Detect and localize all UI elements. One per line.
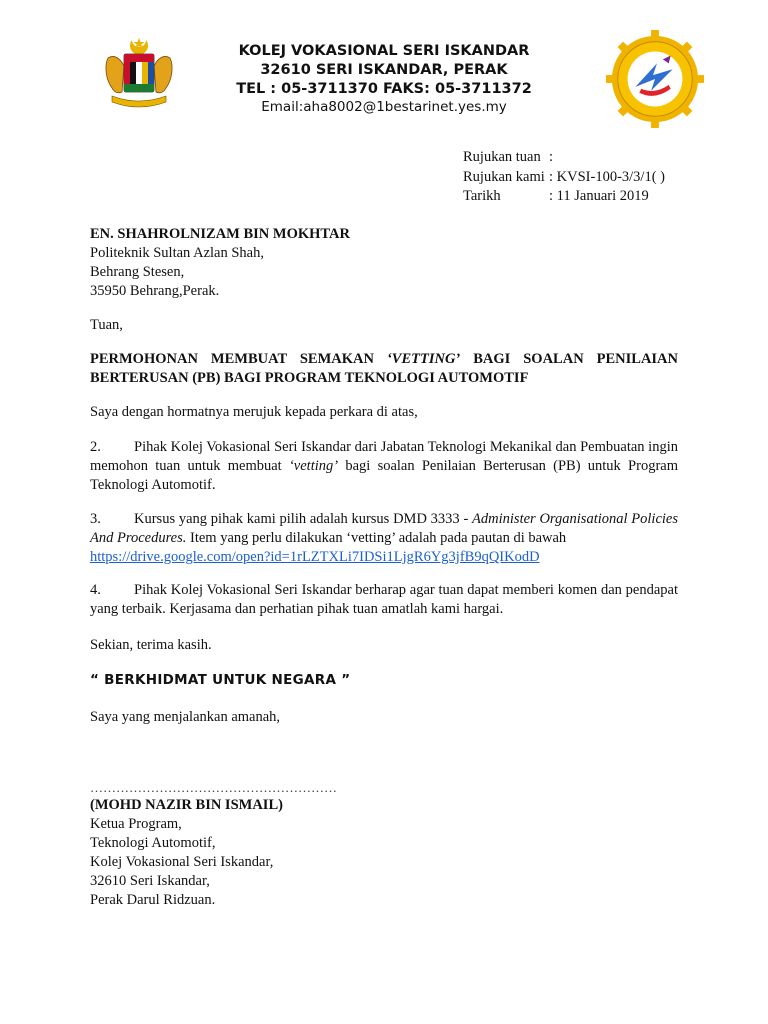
paragraph-3 (90, 510, 678, 567)
signer-title-line: 32610 Seri Iskandar, (90, 873, 210, 889)
recipient-address-line: Politeknik Sultan Azlan Shah, (90, 245, 264, 261)
malaysia-coat-of-arms-icon (102, 36, 176, 108)
ref-value: : KVSI-100-3/3/1( ) (549, 168, 665, 185)
paragraph-number: 2. (90, 439, 101, 455)
signer-title-line: Ketua Program, (90, 816, 182, 832)
signer-title-line: Perak Darul Ridzuan. (90, 892, 216, 908)
paragraph-number: 4. (90, 582, 101, 598)
recipient-block (90, 225, 678, 301)
intro-paragraph: Saya dengan hormatnya merujuk kepada perkara di atas, (90, 404, 418, 420)
signer-block (90, 796, 678, 910)
paragraph-4 (90, 581, 678, 619)
paragraph-text: Pihak Kolej Vokasional Seri Iskandar berharap agar tuan dapat memberi komen dan pendapat yang terbaik. Kerjasama dan perhatian pihak tuan amatlah kami hargai. (90, 582, 678, 617)
signer-title-line: Kolej Vokasional Seri Iskandar, (90, 854, 274, 870)
kolej-vokasional-seri-iskandar-logo-icon (606, 30, 704, 128)
recipient-address-line: 35950 Behrang,Perak. (90, 283, 220, 299)
recipient-name: EN. SHAHROLNIZAM BIN MOKHTAR (90, 226, 350, 242)
letterhead (0, 30, 768, 130)
school-phone-fax: TEL : 05-3711370 FAKS: 05-3711372 (236, 81, 532, 97)
ref-label: Tarikh (463, 188, 501, 204)
course-name: Administer Organisational Policies And Procedures. (90, 511, 678, 546)
subject-text: BAGI SOALAN PENILAIAN BERTERUSAN (PB) BAGI PROGRAM TEKNOLOGI AUTOMOTIF (90, 351, 678, 386)
closing-trust: Saya yang menjalankan amanah, (90, 709, 281, 725)
school-address: 32610 SERI ISKANDAR, PERAK (260, 62, 508, 78)
subject-text: PERMOHONAN MEMBUAT SEMAKAN (90, 351, 387, 367)
recipient-address-line: Behrang Stesen, (90, 264, 185, 280)
closing-thanks: Sekian, terima kasih. (90, 637, 212, 653)
paragraph-text: Item yang perlu dilakukan ‘vetting’ adalah pada pautan di bawah (186, 530, 567, 546)
paragraph-text: bagi soalan Penilaian Berterusan (PB) untuk Program Teknologi Automotif. (90, 458, 678, 493)
ref-row-rujukan-tuan (463, 148, 665, 168)
school-email: Email:aha8002@1bestarinet.yes.my (261, 99, 507, 115)
ref-label: Rujukan tuan (463, 149, 541, 165)
signer-name: (MOHD NAZIR BIN ISMAIL) (90, 797, 283, 813)
subject-line (90, 350, 678, 388)
signer-title-line: Teknologi Automotif, (90, 835, 216, 851)
reference-block (463, 148, 665, 207)
ref-row-rujukan-kami (463, 168, 665, 188)
salutation: Tuan, (90, 317, 123, 333)
paragraph-2 (90, 438, 678, 495)
signature-line: ………………………………………………… (90, 780, 337, 795)
school-name: KOLEJ VOKASIONAL SERI ISKANDAR (238, 43, 530, 59)
paragraph-text: Kursus yang pihak kami pilih adalah kursus DMD 3333 - (134, 511, 473, 527)
paragraph-text: Pihak Kolej Vokasional Seri Iskandar dari Jabatan Teknologi Mekanikal dan Pembuatan ingin memohon tuan untuk membuat (90, 439, 678, 474)
ref-label: Rujukan kami (463, 168, 545, 185)
paragraph-number: 3. (90, 511, 101, 527)
ref-value: : (549, 149, 554, 165)
paragraph-vetting: ‘vetting’ (288, 458, 339, 474)
drive-link[interactable]: https://drive.google.com/open?id=1rLZTXLi7IDSi1LjgR6Yg3jfB9qQIKodD (90, 549, 540, 565)
subject-vetting: ‘VETTING’ (386, 351, 461, 367)
ref-row-tarikh (463, 187, 665, 207)
ref-value: : 11 Januari 2019 (549, 188, 649, 204)
closing-slogan: “ BERKHIDMAT UNTUK NEGARA ” (90, 672, 351, 688)
